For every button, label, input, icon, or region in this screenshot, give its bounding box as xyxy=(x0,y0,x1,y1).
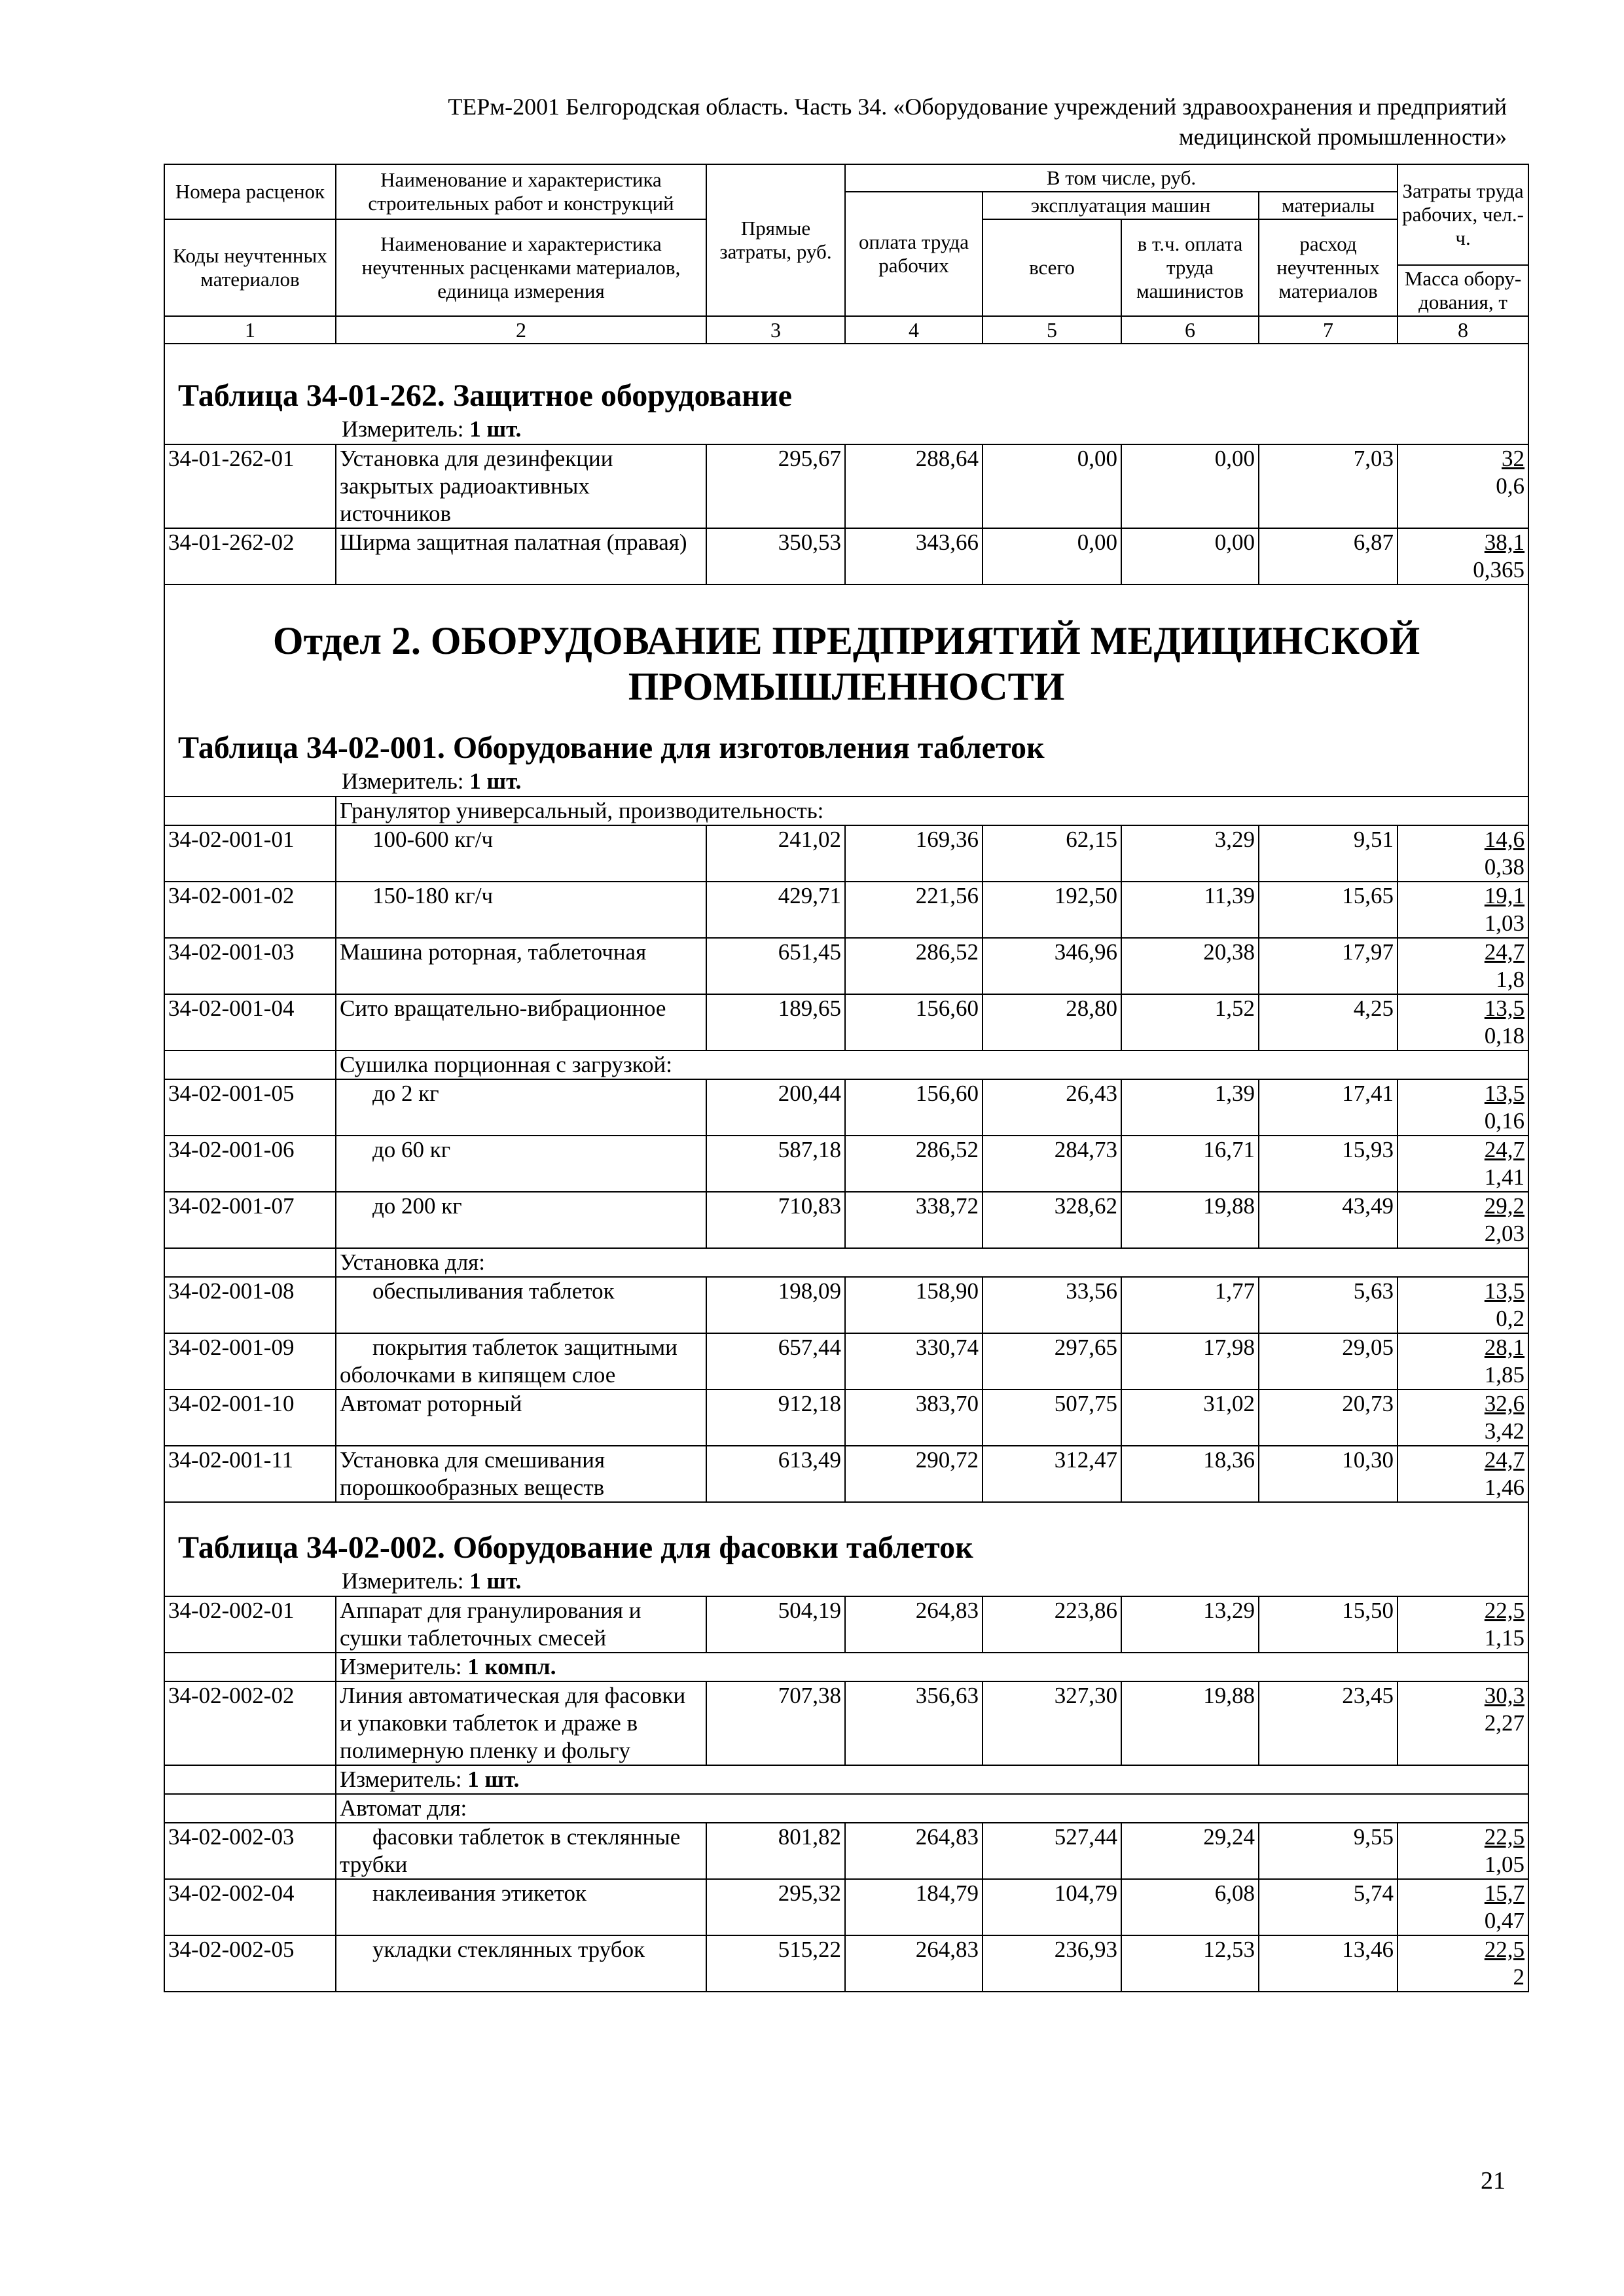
table-row xyxy=(164,1192,1528,1248)
col-header-materials: расход неучтенных материалов xyxy=(1259,219,1398,316)
row-operators-cost: 1,77 xyxy=(1121,1277,1259,1333)
col-number: 4 xyxy=(845,316,983,344)
table-row xyxy=(164,938,1528,994)
row-hours-mass: 22,5 1,15 xyxy=(1398,1596,1528,1653)
row-hours-mass: 28,1 1,85 xyxy=(1398,1333,1528,1390)
row-labor-cost: 264,83 xyxy=(845,1596,983,1653)
row-name: до 200 кг xyxy=(336,1192,706,1248)
row-code: 34-02-001-06 xyxy=(164,1136,336,1192)
row-operators-cost: 13,29 xyxy=(1121,1596,1259,1653)
row-operators-cost: 1,39 xyxy=(1121,1079,1259,1136)
col-header-hours: Затраты труда рабочих, чел.-ч. xyxy=(1398,164,1528,265)
table-row xyxy=(164,1446,1528,1502)
row-materials-cost: 43,49 xyxy=(1259,1192,1398,1248)
table-row xyxy=(164,1681,1528,1765)
row-machines-cost: 26,43 xyxy=(983,1079,1121,1136)
group-label-granulator: Гранулятор универсальный, производительность: xyxy=(336,797,1528,825)
table-row xyxy=(164,882,1528,938)
measure-row xyxy=(164,1653,1528,1681)
measure-row xyxy=(164,1765,1528,1794)
row-operators-cost: 12,53 xyxy=(1121,1935,1259,1992)
col-header-unaccounted-codes: Коды неучтенных материалов xyxy=(164,219,336,316)
section-2-title: Отдел 2. ОБОРУДОВАНИЕ ПРЕДПРИЯТИЙ МЕДИЦИНСКОЙ ПРОМЫШЛЕННОСТИ xyxy=(272,619,1420,708)
row-hours-mass: 24,7 1,46 xyxy=(1398,1446,1528,1502)
row-labor-cost: 158,90 xyxy=(845,1277,983,1333)
table-row xyxy=(164,444,1528,528)
row-materials-cost: 17,97 xyxy=(1259,938,1398,994)
table-262-title: Таблица 34-01-262. Защитное оборудование xyxy=(178,378,792,413)
row-operators-cost: 17,98 xyxy=(1121,1333,1259,1390)
row-machines-cost: 0,00 xyxy=(983,444,1121,528)
col-number: 7 xyxy=(1259,316,1398,344)
row-name: Сито вращательно-вибрационное xyxy=(336,994,706,1050)
running-header xyxy=(164,92,1507,152)
row-direct-cost: 912,18 xyxy=(706,1390,845,1446)
row-direct-cost: 295,32 xyxy=(706,1879,845,1935)
table-262-caption xyxy=(164,344,1528,444)
row-direct-cost: 198,09 xyxy=(706,1277,845,1333)
row-machines-cost: 507,75 xyxy=(983,1390,1121,1446)
row-machines-cost: 223,86 xyxy=(983,1596,1121,1653)
row-hours-mass: 38,1 0,365 xyxy=(1398,528,1528,584)
table-row xyxy=(164,1596,1528,1653)
row-operators-cost: 19,88 xyxy=(1121,1681,1259,1765)
group-label-automat: Автомат для: xyxy=(336,1794,1528,1823)
row-code: 34-01-262-02 xyxy=(164,528,336,584)
row-machines-cost: 33,56 xyxy=(983,1277,1121,1333)
col-header-operators: в т.ч. оплата труда машинистов xyxy=(1121,219,1259,316)
row-direct-cost: 295,67 xyxy=(706,444,845,528)
table-002-caption xyxy=(164,1502,1528,1596)
running-header-line2: медицинской промышленности» xyxy=(1178,124,1507,150)
row-materials-cost: 15,93 xyxy=(1259,1136,1398,1192)
row-machines-cost: 328,62 xyxy=(983,1192,1121,1248)
row-code: 34-02-002-02 xyxy=(164,1681,336,1765)
row-hours-mass: 22,5 2 xyxy=(1398,1935,1528,1992)
row-direct-cost: 241,02 xyxy=(706,825,845,882)
group-row xyxy=(164,1248,1528,1277)
row-machines-cost: 327,30 xyxy=(983,1681,1121,1765)
row-name: покрытия таблеток защитными оболочками в кипящем слое xyxy=(336,1333,706,1390)
row-name: фасовки таблеток в стеклянные трубки xyxy=(336,1823,706,1879)
row-operators-cost: 18,36 xyxy=(1121,1446,1259,1502)
row-hours-mass: 13,5 0,18 xyxy=(1398,994,1528,1050)
group-row xyxy=(164,797,1528,825)
col-number: 8 xyxy=(1398,316,1528,344)
measure-row-piece: Измеритель: 1 шт. xyxy=(336,1765,1528,1794)
row-direct-cost: 587,18 xyxy=(706,1136,845,1192)
row-direct-cost: 189,65 xyxy=(706,994,845,1050)
col-number: 5 xyxy=(983,316,1121,344)
row-materials-cost: 5,63 xyxy=(1259,1277,1398,1333)
row-machines-cost: 527,44 xyxy=(983,1823,1121,1879)
row-hours-mass: 13,5 0,16 xyxy=(1398,1079,1528,1136)
col-header-group-main: В том числе, руб. xyxy=(845,164,1398,192)
col-header-unaccounted-name: Наименование и характеристика неучтенных расценками материалов, единица измерения xyxy=(336,219,706,316)
row-materials-cost: 15,65 xyxy=(1259,882,1398,938)
group-label-dryer: Сушилка порционная с загрузкой: xyxy=(336,1050,1528,1079)
row-code: 34-02-001-11 xyxy=(164,1446,336,1502)
row-name: до 2 кг xyxy=(336,1079,706,1136)
row-code: 34-02-001-01 xyxy=(164,825,336,882)
row-hours-mass: 29,2 2,03 xyxy=(1398,1192,1528,1248)
row-labor-cost: 343,66 xyxy=(845,528,983,584)
row-direct-cost: 350,53 xyxy=(706,528,845,584)
col-header-codes: Номера расценок xyxy=(164,164,336,219)
table-row xyxy=(164,1277,1528,1333)
row-operators-cost: 16,71 xyxy=(1121,1136,1259,1192)
row-labor-cost: 264,83 xyxy=(845,1935,983,1992)
table-002-title: Таблица 34-02-002. Оборудование для фасовки таблеток xyxy=(178,1530,973,1565)
row-operators-cost: 11,39 xyxy=(1121,882,1259,938)
row-name: до 60 кг xyxy=(336,1136,706,1192)
row-hours-mass: 14,6 0,38 xyxy=(1398,825,1528,882)
col-header-machines-total: всего xyxy=(983,219,1121,316)
row-labor-cost: 156,60 xyxy=(845,994,983,1050)
row-hours-mass: 30,3 2,27 xyxy=(1398,1681,1528,1765)
row-labor-cost: 156,60 xyxy=(845,1079,983,1136)
row-operators-cost: 20,38 xyxy=(1121,938,1259,994)
row-machines-cost: 284,73 xyxy=(983,1136,1121,1192)
table-row xyxy=(164,1136,1528,1192)
row-operators-cost: 6,08 xyxy=(1121,1879,1259,1935)
row-code: 34-01-262-01 xyxy=(164,444,336,528)
row-direct-cost: 707,38 xyxy=(706,1681,845,1765)
row-code: 34-02-001-08 xyxy=(164,1277,336,1333)
row-direct-cost: 515,22 xyxy=(706,1935,845,1992)
row-direct-cost: 801,82 xyxy=(706,1823,845,1879)
row-machines-cost: 28,80 xyxy=(983,994,1121,1050)
col-header-materials-group: материалы xyxy=(1259,192,1398,219)
row-name: Автомат роторный xyxy=(336,1390,706,1446)
row-name: Аппарат для гранулирования и сушки таблеточных смесей xyxy=(336,1596,706,1653)
row-labor-cost: 288,64 xyxy=(845,444,983,528)
col-header-machines-group: эксплуатация машин xyxy=(983,192,1259,219)
table-262-measure: Измеритель: 1 шт. xyxy=(342,416,522,442)
row-hours-mass: 22,5 1,05 xyxy=(1398,1823,1528,1879)
row-name: обеспыливания таблеток xyxy=(336,1277,706,1333)
row-materials-cost: 7,03 xyxy=(1259,444,1398,528)
section-2-caption xyxy=(164,584,1528,797)
table-row xyxy=(164,1823,1528,1879)
row-materials-cost: 6,87 xyxy=(1259,528,1398,584)
table-001-measure: Измеритель: 1 шт. xyxy=(342,768,522,794)
row-labor-cost: 221,56 xyxy=(845,882,983,938)
row-name: 150-180 кг/ч xyxy=(336,882,706,938)
row-name: Установка для смешивания порошкообразных веществ xyxy=(336,1446,706,1502)
row-name: наклеивания этикеток xyxy=(336,1879,706,1935)
row-code: 34-02-002-03 xyxy=(164,1823,336,1879)
row-labor-cost: 383,70 xyxy=(845,1390,983,1446)
row-materials-cost: 23,45 xyxy=(1259,1681,1398,1765)
row-name: Машина роторная, таблеточная xyxy=(336,938,706,994)
row-hours-mass: 24,7 1,8 xyxy=(1398,938,1528,994)
row-materials-cost: 5,74 xyxy=(1259,1879,1398,1935)
row-name: 100-600 кг/ч xyxy=(336,825,706,882)
row-direct-cost: 613,49 xyxy=(706,1446,845,1502)
row-materials-cost: 10,30 xyxy=(1259,1446,1398,1502)
row-hours-mass: 19,1 1,03 xyxy=(1398,882,1528,938)
table-row xyxy=(164,1333,1528,1390)
row-machines-cost: 62,15 xyxy=(983,825,1121,882)
row-labor-cost: 330,74 xyxy=(845,1333,983,1390)
table-row xyxy=(164,528,1528,584)
row-operators-cost: 29,24 xyxy=(1121,1823,1259,1879)
row-labor-cost: 290,72 xyxy=(845,1446,983,1502)
col-header-mass: Масса обору-дования, т xyxy=(1398,265,1528,316)
row-materials-cost: 13,46 xyxy=(1259,1935,1398,1992)
row-hours-mass: 13,5 0,2 xyxy=(1398,1277,1528,1333)
row-operators-cost: 19,88 xyxy=(1121,1192,1259,1248)
row-machines-cost: 236,93 xyxy=(983,1935,1121,1992)
row-code: 34-02-001-03 xyxy=(164,938,336,994)
row-labor-cost: 356,63 xyxy=(845,1681,983,1765)
row-machines-cost: 346,96 xyxy=(983,938,1121,994)
group-label-installation: Установка для: xyxy=(336,1248,1528,1277)
row-hours-mass: 15,7 0,47 xyxy=(1398,1879,1528,1935)
row-name: Установка для дезинфекции закрытых радиоактивных источников xyxy=(336,444,706,528)
row-direct-cost: 429,71 xyxy=(706,882,845,938)
row-materials-cost: 17,41 xyxy=(1259,1079,1398,1136)
row-code: 34-02-001-09 xyxy=(164,1333,336,1390)
row-machines-cost: 104,79 xyxy=(983,1879,1121,1935)
price-table xyxy=(164,164,1529,1992)
row-operators-cost: 1,52 xyxy=(1121,994,1259,1050)
row-materials-cost: 15,50 xyxy=(1259,1596,1398,1653)
row-code: 34-02-002-04 xyxy=(164,1879,336,1935)
col-number: 6 xyxy=(1121,316,1259,344)
table-row xyxy=(164,1079,1528,1136)
page-number: 21 xyxy=(1481,2167,1506,2195)
row-operators-cost: 0,00 xyxy=(1121,444,1259,528)
row-hours-mass: 32,6 3,42 xyxy=(1398,1390,1528,1446)
row-direct-cost: 710,83 xyxy=(706,1192,845,1248)
table-row xyxy=(164,994,1528,1050)
row-operators-cost: 3,29 xyxy=(1121,825,1259,882)
row-labor-cost: 286,52 xyxy=(845,938,983,994)
row-materials-cost: 20,73 xyxy=(1259,1390,1398,1446)
group-row xyxy=(164,1794,1528,1823)
row-materials-cost: 29,05 xyxy=(1259,1333,1398,1390)
table-001-title: Таблица 34-02-001. Оборудование для изготовления таблеток xyxy=(178,730,1045,765)
row-code: 34-02-002-05 xyxy=(164,1935,336,1992)
row-name: Ширма защитная палатная (правая) xyxy=(336,528,706,584)
row-code: 34-02-002-01 xyxy=(164,1596,336,1653)
measure-row-compl: Измеритель: 1 компл. xyxy=(336,1653,1528,1681)
col-number: 1 xyxy=(164,316,336,344)
table-002-measure: Измеритель: 1 шт. xyxy=(342,1568,522,1594)
row-direct-cost: 504,19 xyxy=(706,1596,845,1653)
col-header-name: Наименование и характеристика строительных работ и конструкций xyxy=(336,164,706,219)
row-code: 34-02-001-05 xyxy=(164,1079,336,1136)
row-direct-cost: 657,44 xyxy=(706,1333,845,1390)
row-code: 34-02-001-04 xyxy=(164,994,336,1050)
group-row xyxy=(164,1050,1528,1079)
row-machines-cost: 312,47 xyxy=(983,1446,1121,1502)
row-machines-cost: 297,65 xyxy=(983,1333,1121,1390)
row-hours-mass: 32 0,6 xyxy=(1398,444,1528,528)
table-row xyxy=(164,1935,1528,1992)
row-labor-cost: 264,83 xyxy=(845,1823,983,1879)
row-materials-cost: 9,51 xyxy=(1259,825,1398,882)
row-operators-cost: 31,02 xyxy=(1121,1390,1259,1446)
row-materials-cost: 9,55 xyxy=(1259,1823,1398,1879)
table-row xyxy=(164,1879,1528,1935)
row-name: Линия автоматическая для фасовки и упаковки таблеток и драже в полимерную пленку и фольгу xyxy=(336,1681,706,1765)
row-name: укладки стеклянных трубок xyxy=(336,1935,706,1992)
row-machines-cost: 0,00 xyxy=(983,528,1121,584)
row-labor-cost: 286,52 xyxy=(845,1136,983,1192)
row-direct-cost: 200,44 xyxy=(706,1079,845,1136)
row-direct-cost: 651,45 xyxy=(706,938,845,994)
col-header-direct: Прямые затраты, руб. xyxy=(706,164,845,316)
table-row xyxy=(164,825,1528,882)
table-row xyxy=(164,1390,1528,1446)
row-code: 34-02-001-10 xyxy=(164,1390,336,1446)
col-number: 2 xyxy=(336,316,706,344)
row-labor-cost: 169,36 xyxy=(845,825,983,882)
row-machines-cost: 192,50 xyxy=(983,882,1121,938)
running-header-line1: ТЕРм-2001 Белгородская область. Часть 34. «Оборудование учреждений здравоохранения и предприятий xyxy=(448,94,1507,120)
row-operators-cost: 0,00 xyxy=(1121,528,1259,584)
col-number: 3 xyxy=(706,316,845,344)
row-hours-mass: 24,7 1,41 xyxy=(1398,1136,1528,1192)
row-code: 34-02-001-02 xyxy=(164,882,336,938)
col-header-labor: оплата труда рабочих xyxy=(845,192,983,316)
row-code: 34-02-001-07 xyxy=(164,1192,336,1248)
row-materials-cost: 4,25 xyxy=(1259,994,1398,1050)
row-labor-cost: 338,72 xyxy=(845,1192,983,1248)
row-labor-cost: 184,79 xyxy=(845,1879,983,1935)
